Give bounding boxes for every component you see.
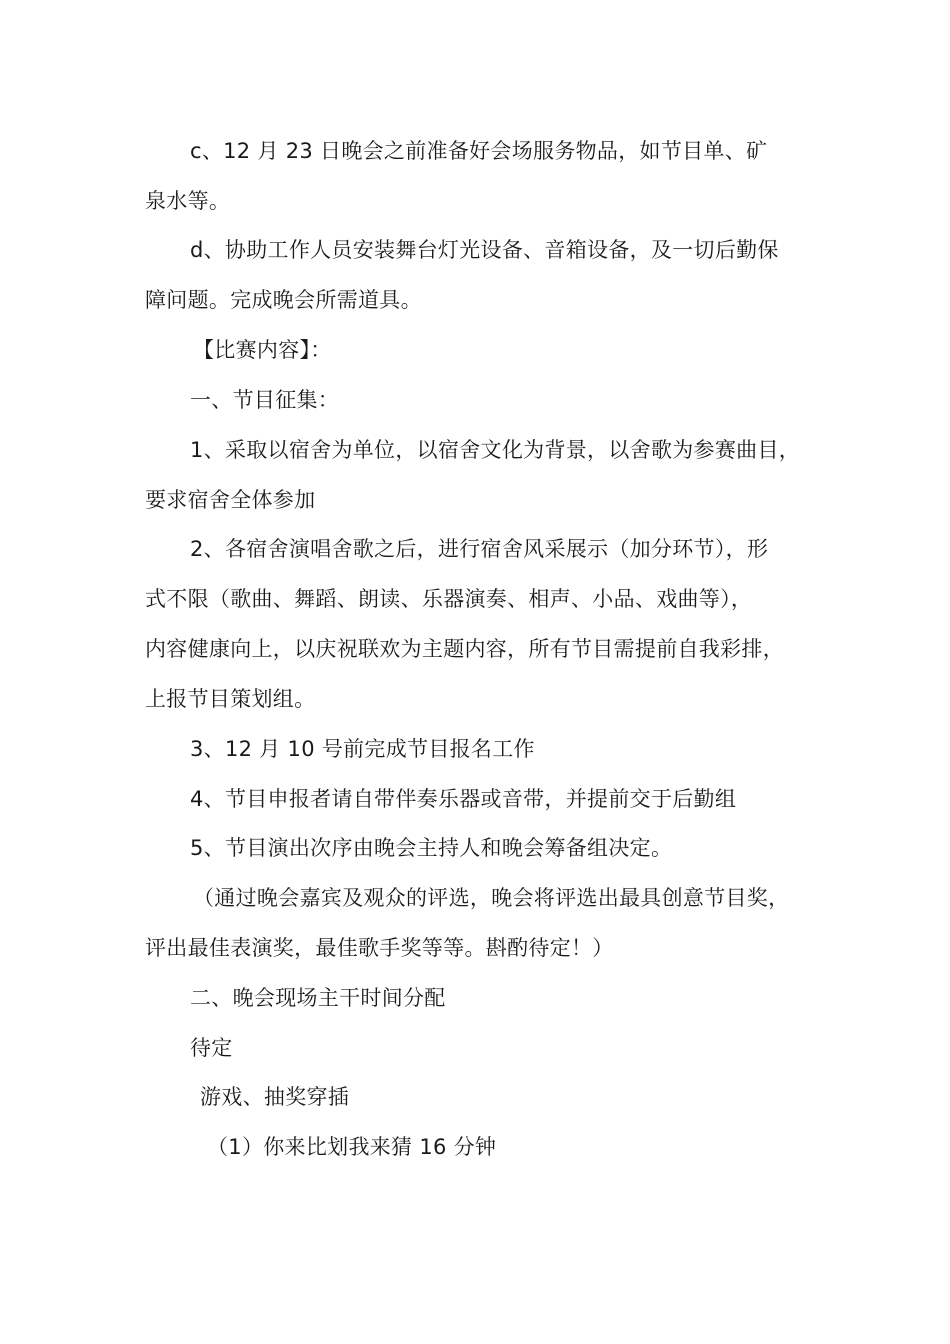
list-item-1: 1、采取以宿舍为单位，以宿舍文化为背景，以舍歌为参赛曲目， [190,438,801,462]
paragraph-line-c-prep-cont: 泉水等。 [145,189,231,213]
list-item-5: 5、节目演出次序由晚会主持人和晚会筹备组决定。 [190,836,673,860]
section-heading-contest-content: 【比赛内容】： [193,338,332,362]
subheading-time-allocation: 二、晚会现场主干时间分配 [190,986,446,1010]
text-tbd: 待定 [190,1036,233,1060]
note-awards: （通过晚会嘉宾及观众的评选，晚会将评选出最具创意节目奖， [193,886,790,910]
list-item-4: 4、节目申报者请自带伴奏乐器或音带，并提前交于后勤组 [190,787,737,811]
list-item-2-cont-c: 上报节目策划组。 [145,687,316,711]
subheading-program-collection: 一、节目征集： [190,388,340,412]
list-item-1-cont: 要求宿舍全体参加 [145,488,316,512]
list-item-2-cont-b: 内容健康向上，以庆祝联欢为主题内容，所有节目需提前自我彩排， [145,637,784,661]
list-item-2: 2、各宿舍演唱舍歌之后，进行宿舍风采展示（加分环节），形 [190,537,769,561]
paragraph-line-d-assist-cont: 障问题。完成晚会所需道具。 [145,288,422,312]
list-item-2-cont-a: 式不限（歌曲、舞蹈、朗读、乐器演奏、相声、小品、戏曲等）， [145,587,753,611]
list-item-3: 3、12 月 10 号前完成节目报名工作 [190,737,535,761]
paragraph-line-c-prep: c、12 月 23 日晚会之前准备好会场服务物品，如节目单、矿 [190,139,768,163]
list-item-game-1: （1）你来比划我来猜 16 分钟 [207,1135,497,1159]
paragraph-line-d-assist: d、协助工作人员安装舞台灯光设备、音箱设备，及一切后勤保 [190,238,779,262]
text-games-lottery: 游戏、抽奖穿插 [200,1085,350,1109]
note-awards-cont: 评出最佳表演奖，最佳歌手奖等等。斟酌待定！） [145,936,614,960]
